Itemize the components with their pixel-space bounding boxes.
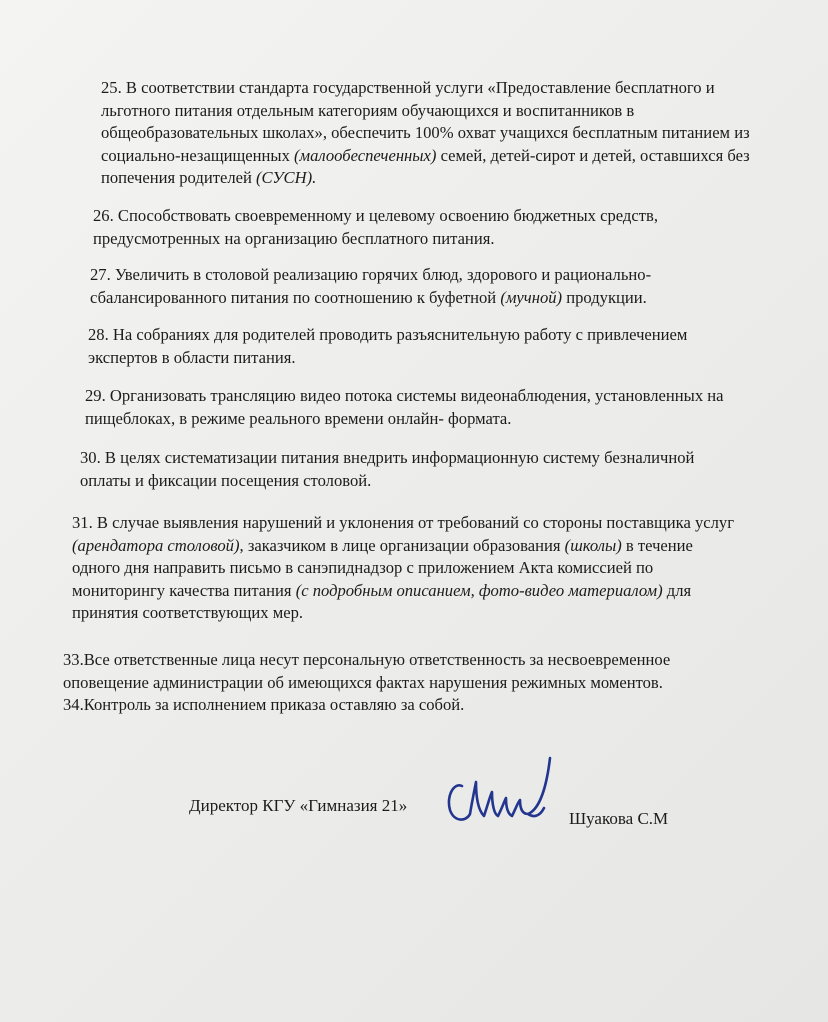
clause-30 <box>80 447 694 492</box>
text-line <box>72 602 734 625</box>
text-run: попечения родителей <box>101 168 256 187</box>
clause-29 <box>85 385 724 430</box>
text-run: общеобразовательных школах», обеспечить 100% охват учащихся бесплатным питанием из <box>101 123 750 142</box>
text-line <box>72 535 734 558</box>
handwritten-signature <box>440 752 560 842</box>
text-run: принятия соответствующих мер. <box>72 603 304 622</box>
text-run: оплаты и фиксации посещения столовой. <box>80 470 372 490</box>
text-line <box>88 324 687 347</box>
text-line <box>63 672 670 695</box>
clause-33-34 <box>63 649 670 717</box>
text-run: 27. Увеличить в столовой реализацию горячих блюд, здорового и рационально- <box>90 265 652 284</box>
director-title: Директор КГУ «Гимназия 21» <box>189 796 408 815</box>
clause-27 <box>90 264 651 309</box>
text-line <box>80 447 694 470</box>
text-run: 28. На собраниях для родителей проводить разъяснительную работу с привлечением <box>88 325 688 344</box>
text-line <box>72 580 734 603</box>
italic-text: (школы) <box>564 535 622 555</box>
text-line <box>63 694 670 717</box>
clause-28 <box>88 324 687 369</box>
text-run: продукции. <box>562 287 647 307</box>
text-run: семей, детей-сирот и детей, оставшихся без <box>436 145 750 165</box>
text-line <box>101 77 750 100</box>
text-run: 31. В случае выявления нарушений и уклонения от требований со стороны поставщика услуг <box>72 513 735 532</box>
italic-text: (арендатора столовой) <box>72 535 240 555</box>
text-run: оповещение администрации об имеющихся фактах нарушения режимных моментов. <box>63 672 663 692</box>
text-run: предусмотренных на организацию бесплатного питания. <box>93 228 495 248</box>
italic-text: (с подробным описанием, фото-видео материалом) <box>295 580 663 600</box>
text-line <box>90 287 651 310</box>
text-run: социально-незащищенных <box>101 145 295 165</box>
text-line <box>72 512 734 535</box>
text-line <box>93 205 658 228</box>
text-run: 33.Все ответственные лица несут персональную ответственность за несвоевременное <box>63 650 671 669</box>
clause-25 <box>101 77 750 190</box>
text-run: в течение <box>621 535 693 555</box>
director-name: Шуакова С.М <box>569 809 669 828</box>
text-line <box>85 385 724 408</box>
italic-text: (малообеспеченных) <box>294 145 437 165</box>
text-run: сбалансированного питания по соотношению к буфетной <box>90 287 501 307</box>
text-line <box>88 347 687 370</box>
text-line <box>85 408 724 431</box>
text-run: 30. В целях систематизации питания внедрить информационную систему безналичной <box>80 448 695 467</box>
text-line <box>93 228 658 251</box>
text-line <box>101 145 750 168</box>
text-run: для <box>662 580 692 600</box>
signature-stroke <box>449 758 550 820</box>
text-run: пищеблоках, в режиме реального времени онлайн- формата. <box>85 408 512 428</box>
text-run: одного дня направить письмо в санэпиднадзор с приложением Акта комиссией по <box>72 558 654 577</box>
text-run: , заказчиком в лице организации образования <box>239 535 565 555</box>
text-run: 25. В соответствии стандарта государственной услуги «Предоставление бесплатного и <box>101 78 715 97</box>
text-run: 26. Способствовать своевременному и целевому освоению бюджетных средств, <box>93 206 658 225</box>
text-line <box>72 557 734 580</box>
text-line <box>101 167 750 190</box>
italic-text: (СУСН). <box>256 168 317 187</box>
text-run: экспертов в области питания. <box>88 347 296 367</box>
text-run: льготного питания отдельным категориям обучающихся и воспитанников в <box>101 100 635 120</box>
text-run: мониторингу качества питания <box>72 580 296 600</box>
text-run: 34.Контроль за исполнением приказа оставляю за собой. <box>63 695 465 714</box>
text-line <box>101 100 750 123</box>
text-line <box>90 264 651 287</box>
clause-31 <box>72 512 734 625</box>
text-run: 29. Организовать трансляцию видео потока системы видеонаблюдения, установленных на <box>85 386 724 405</box>
clause-26 <box>93 205 658 250</box>
text-line <box>63 649 670 672</box>
text-line <box>80 470 694 493</box>
italic-text: (мучной) <box>500 287 563 307</box>
text-line <box>101 122 750 145</box>
